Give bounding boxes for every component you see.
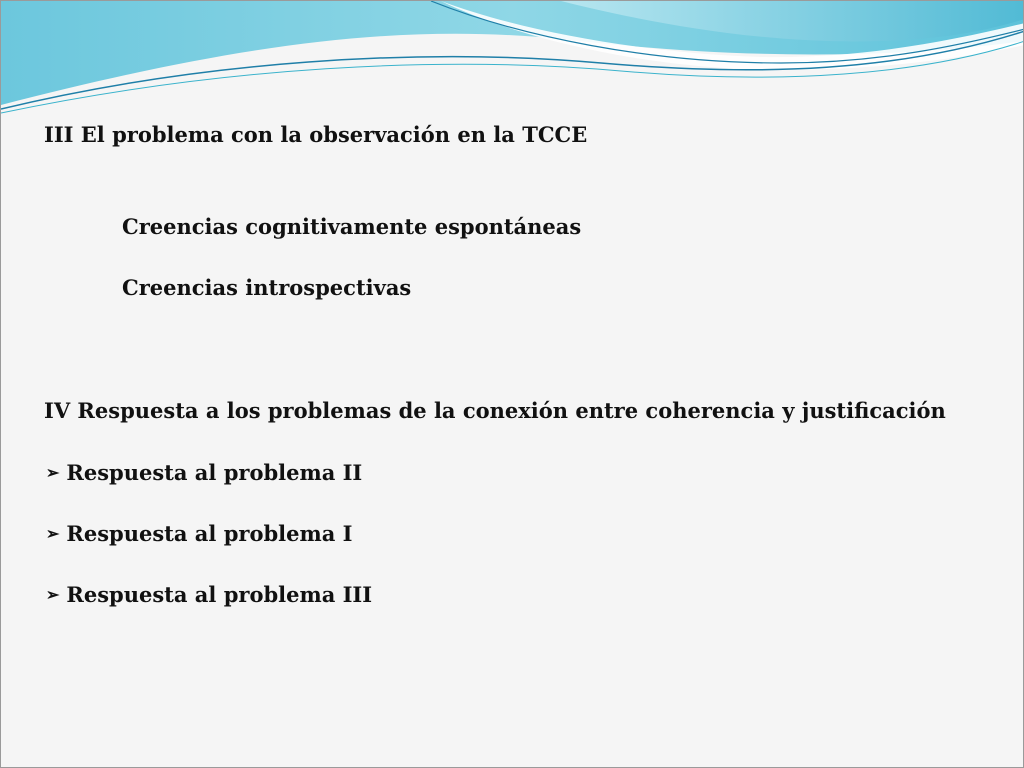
bullet-text: Respuesta al problema I	[66, 521, 353, 546]
bullet-text: Respuesta al problema II	[66, 460, 363, 485]
header-wave-decoration	[1, 1, 1024, 121]
chevron-right-icon: ➢	[46, 463, 60, 482]
bullet-item	[46, 460, 362, 485]
section-3-item: Creencias cognitivamente espontáneas	[122, 214, 582, 239]
bullet-item	[46, 582, 372, 607]
chevron-right-icon: ➢	[46, 524, 60, 543]
section-3-heading: III El problema con la observación en la TCCE	[44, 122, 588, 147]
section-4-heading: IV Respuesta a los problemas de la conexión entre coherencia y justificación	[44, 398, 946, 423]
bullet-item	[46, 521, 352, 546]
chevron-right-icon: ➢	[46, 585, 60, 604]
section-3-item: Creencias introspectivas	[122, 275, 412, 300]
bullet-text: Respuesta al problema III	[66, 582, 373, 607]
